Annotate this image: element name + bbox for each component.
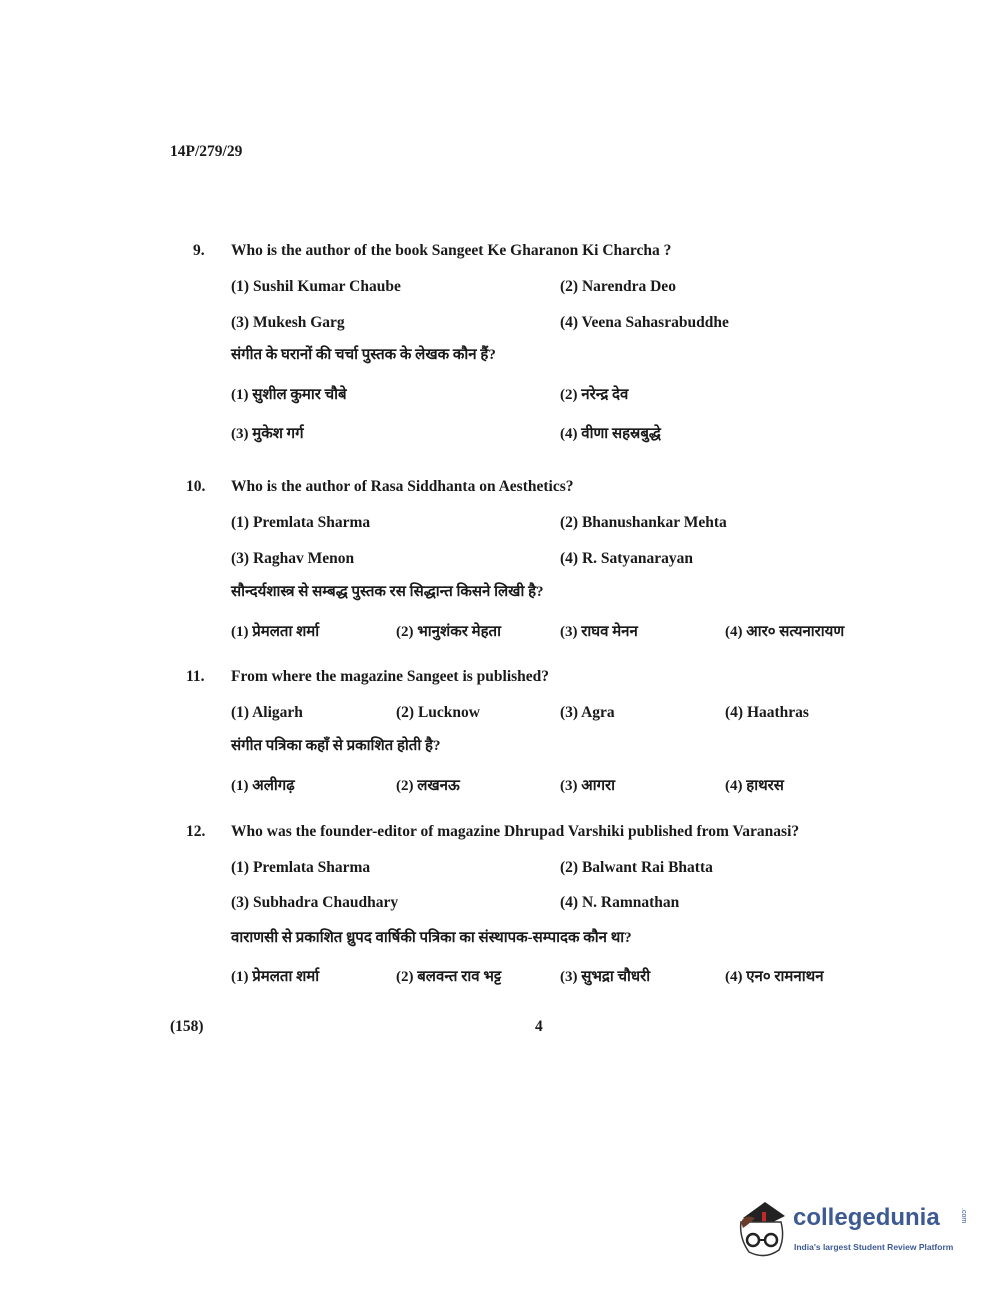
- page-number: 4: [535, 1018, 543, 1035]
- logo-suffix: .com: [960, 1208, 967, 1224]
- option: (3) Agra: [560, 704, 615, 721]
- option-hi: (3) राघव मेनन: [560, 624, 638, 640]
- question-text-hi: संगीत के घरानों की चर्चा पुस्तक के लेखक कौन हैं?: [231, 347, 496, 363]
- option: (3) Raghav Menon: [231, 550, 355, 567]
- option-hi: (2) लखनऊ: [396, 778, 460, 794]
- option-hi: (1) प्रेमलता शर्मा: [231, 969, 320, 985]
- collegedunia-logo: [735, 1198, 975, 1262]
- option: (2) Narendra Deo: [560, 278, 676, 295]
- option: (4) R. Satyanarayan: [560, 550, 694, 567]
- option-hi: (3) सुभद्रा चौधरी: [560, 969, 651, 985]
- footer-code: (158): [170, 1018, 204, 1035]
- question-number: 12.: [186, 823, 206, 840]
- question-text-en: Who is the author of the book Sangeet Ke Gharanon Ki Charcha ?: [231, 242, 672, 259]
- option-hi: (4) वीणा सहस्रबुद्धे: [560, 426, 661, 442]
- question-number: 11.: [186, 668, 205, 685]
- option: (1) Premlata Sharma: [231, 859, 371, 876]
- option: (1) Aligarh: [231, 704, 303, 721]
- option: (4) Veena Sahasrabuddhe: [560, 314, 729, 331]
- paper-code: 14P/279/29: [170, 143, 243, 160]
- option: (4) Haathras: [725, 704, 809, 721]
- question-number: 10.: [186, 478, 206, 495]
- option: (3) Mukesh Garg: [231, 314, 345, 331]
- question-text-en: From where the magazine Sangeet is published?: [231, 668, 550, 685]
- question-number: 9.: [193, 242, 205, 259]
- option: (1) Sushil Kumar Chaube: [231, 278, 401, 295]
- mascot-icon: [735, 1198, 795, 1262]
- option-hi: (2) बलवन्त राव भट्ट: [396, 969, 502, 985]
- question-text-hi: संगीत पत्रिका कहाँ से प्रकाशित होती है?: [231, 738, 441, 754]
- question-text-hi: सौन्दर्यशास्त्र से सम्बद्ध पुस्तक रस सिद्धान्त किसने लिखी है?: [231, 584, 544, 600]
- option: (2) Lucknow: [396, 704, 480, 721]
- option-hi: (2) नरेन्द्र देव: [560, 387, 629, 403]
- question-text-en: Who was the founder-editor of magazine Dhrupad Varshiki published from Varanasi?: [231, 823, 800, 840]
- option: (2) Balwant Rai Bhatta: [560, 859, 713, 876]
- option: (1) Premlata Sharma: [231, 514, 371, 531]
- option-hi: (3) मुकेश गर्ग: [231, 426, 304, 442]
- logo-tagline: India's largest Student Review Platform: [794, 1242, 954, 1252]
- logo-brand: collegedunia: [793, 1204, 940, 1231]
- option-hi: (4) हाथरस: [725, 778, 784, 794]
- option-hi: (1) सुशील कुमार चौबे: [231, 387, 347, 403]
- option: (3) Subhadra Chaudhary: [231, 894, 399, 911]
- option-hi: (4) एन० रामनाथन: [725, 969, 824, 985]
- option-hi: (1) प्रेमलता शर्मा: [231, 624, 320, 640]
- option-hi: (4) आर० सत्यनारायण: [725, 624, 845, 640]
- question-text-hi: वाराणसी से प्रकाशित ध्रुपद वार्षिकी पत्रिका का संस्थापक-सम्पादक कौन था?: [231, 930, 632, 946]
- question-text-en: Who is the author of Rasa Siddhanta on Aesthetics?: [231, 478, 574, 495]
- option-hi: (1) अलीगढ़: [231, 778, 295, 794]
- option: (4) N. Ramnathan: [560, 894, 680, 911]
- option-hi: (2) भानुशंकर मेहता: [396, 624, 501, 640]
- option: (2) Bhanushankar Mehta: [560, 514, 727, 531]
- option-hi: (3) आगरा: [560, 778, 616, 794]
